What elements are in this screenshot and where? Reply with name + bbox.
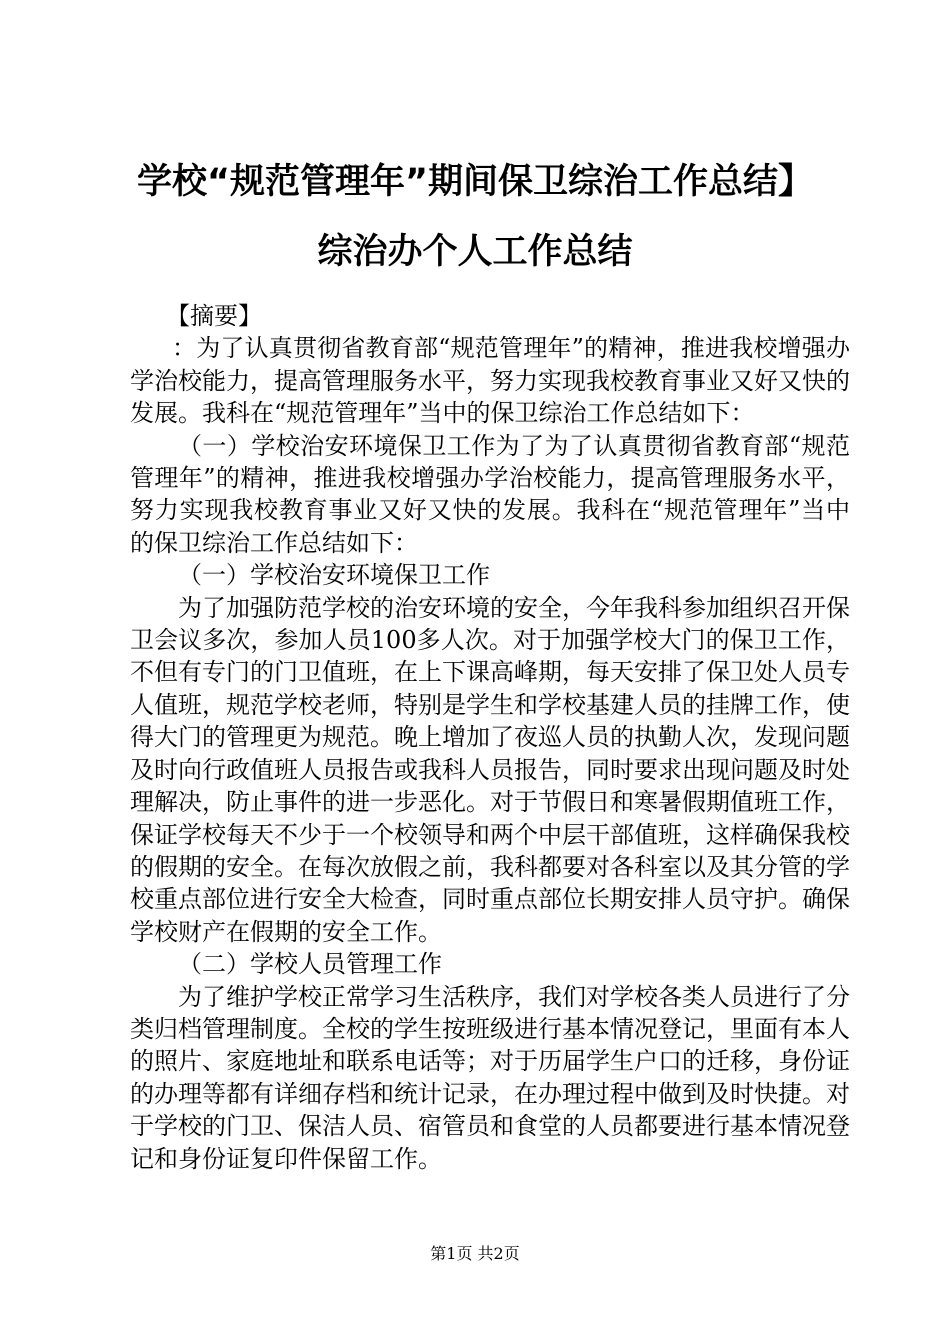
abstract-label: 【摘要】 xyxy=(166,302,262,330)
section-intro-paragraph: （一）学校治安环境保卫工作为了为了认真贯彻省教育部“规范管理年”的精神，推进我校增强办学治校能力，提高管理服务水平，努力实现我校教育事业又好又快的发展。我科在“规范管理年”当中的保卫综治工作总结如下： xyxy=(130,431,850,557)
document-body xyxy=(130,300,850,1175)
security-paragraph: 为了加强防范学校的治安环境的安全，今年我科参加组织召开保卫会议多次，参加人员100多人次。对于加强学校大门的保卫工作，不但有专门的门卫值班，在上下课高峰期，每天安排了保卫处人员专人值班，规范学校老师，特别是学生和学校基建人员的挂牌工作，使得大门的管理更为规范。晚上增加了夜巡人员的执勤人次，发现问题及时向行政值班人员报告或我科人员报告，同时要求出现问题及时处理解决，防止事件的进一步恶化。对于节假日和寒暑假期值班工作，保证学校每天不少于一个校领导和两个中层干部值班，这样确保我校的假期的安全。在每次放假之前，我科都要对各科室以及其分管的学校重点部位进行安全大检查，同时重点部位长期安排人员守护。确保学校财产在假期的安全工作。 xyxy=(130,593,850,946)
document-title-line-1: 学校“规范管理年”期间保卫综治工作总结】 xyxy=(136,162,813,202)
section-heading-security: （一）学校治安环境保卫工作 xyxy=(178,561,490,590)
document-title-line-2: 综治办个人工作总结 xyxy=(317,232,633,272)
section-heading-personnel: （二）学校人员管理工作 xyxy=(178,950,442,979)
page-footer: 第1页 共2页 xyxy=(430,1244,520,1263)
personnel-paragraph: 为了维护学校正常学习生活秩序，我们对学校各类人员进行了分类归档管理制度。全校的学生按班级进行基本情况登记，里面有本人的照片、家庭地址和联系电话等；对于历届学生户口的迁移，身份证的办理等都有详细存档和统计记录，在办理过程中做到及时快捷。对于学校的门卫、保洁人员、宿管员和食堂的人员都要进行基本情况登记和身份证复印件保留工作。 xyxy=(130,982,850,1173)
abstract-paragraph: ：为了认真贯彻省教育部“规范管理年”的精神，推进我校增强办学治校能力，提高管理服务水平，努力实现我校教育事业又好又快的发展。我科在“规范管理年”当中的保卫综治工作总结如下： xyxy=(130,334,850,428)
